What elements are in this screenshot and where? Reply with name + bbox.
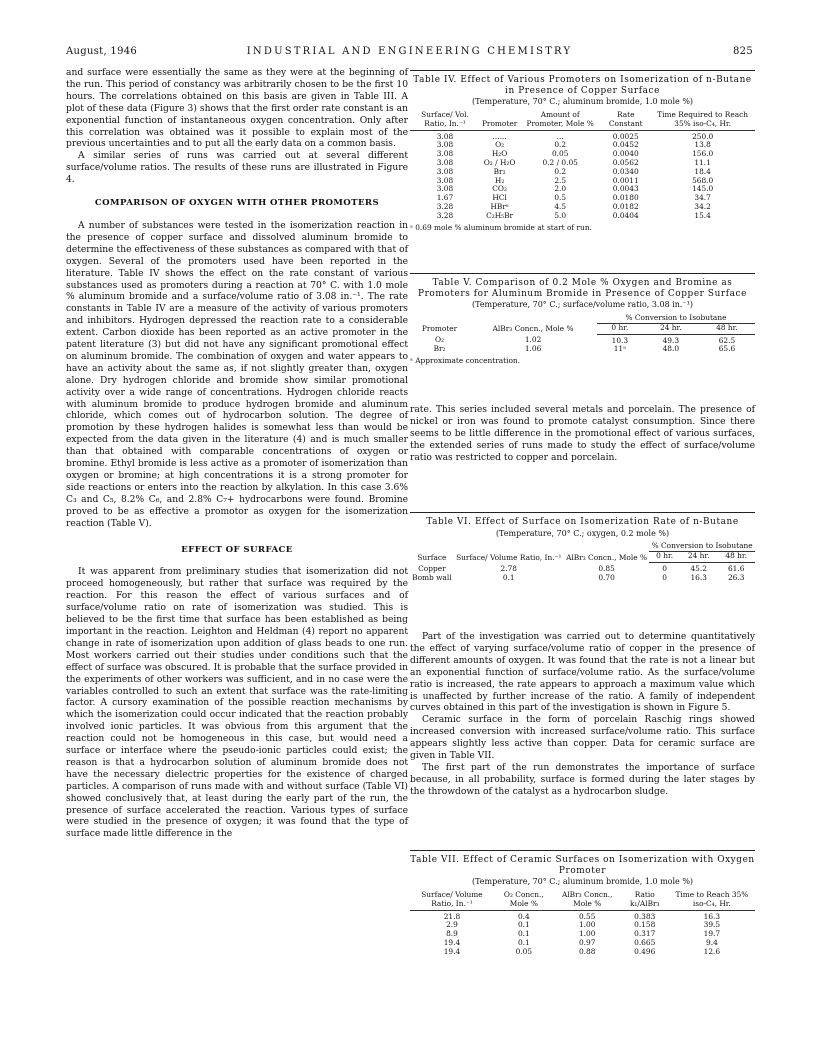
table-cell: 0.0182 [612, 201, 639, 211]
table-cell: 0.88 [578, 946, 596, 956]
table-cell: H₂O [491, 149, 508, 159]
table-cell: 0.5 [554, 193, 567, 203]
table-cell: 2.0 [554, 184, 567, 194]
table-row [410, 212, 755, 221]
column-header: 0 hr. [597, 323, 643, 334]
table-cell: 1.00 [578, 929, 596, 939]
table-cell: 0.0404 [612, 210, 639, 220]
table-cell: 3.08 [436, 149, 454, 159]
column-header: Promoter [421, 324, 458, 334]
table-cell: 15.4 [694, 210, 711, 220]
table-cell: 0.0043 [612, 184, 639, 194]
journal-title: INDUSTRIAL AND ENGINEERING CHEMISTRY [246, 46, 573, 57]
table-cell: C₂H₅Br [486, 210, 514, 220]
table-cell: 39.5 [703, 920, 721, 930]
section-heading: COMPARISON OF OXYGEN WITH OTHER PROMOTERS [94, 198, 380, 209]
table-conditions: (Temperature, 70° C.; aluminum bromide, 1.0 mole %) [471, 97, 694, 107]
table-cell: 0.70 [598, 572, 615, 582]
table-cell: O₂ [495, 140, 505, 150]
table-cell: 0.85 [598, 563, 615, 573]
paragraph: Part of the investigation was carried out to determine quantitatively the effect of varying surface/volume ratio of copper in the presence of different amounts of oxygen. It was found that the rate is not a linear but an exponential function of surface/volume ratio. As the surface/volume ratio is increased, the rate appears to approach a maximum value which is unaffected by further increase of the ratio. A family of independent curves obtained in this part of the investigation is shown in Figure 5. [410, 632, 755, 714]
table-cell: 0.05 [551, 149, 569, 159]
table-cell: 0.2 / 0.05 [542, 157, 578, 167]
table-rule [410, 70, 755, 71]
table-cell: 11.1 [694, 157, 711, 167]
data-table [410, 314, 755, 354]
table-cell: Copper [418, 563, 446, 573]
table-cell: 16.3 [690, 572, 707, 582]
table-cell: 0.0040 [612, 149, 639, 159]
table-cell: 49.3 [662, 335, 680, 345]
table-cell: 0.05 [515, 946, 533, 956]
table-cell: 34.2 [694, 201, 711, 211]
table-cell: Br₂ [433, 344, 446, 354]
table-v [410, 273, 755, 366]
table-cell: 2.9 [446, 920, 458, 930]
table-cell: 1.06 [524, 344, 542, 354]
paragraph: It was apparent from preliminary studies that isomerization did not proceed homogeneously, but rather that surface was required by the reaction. For this reason the effect of various surfaces and of surface/volume ratio on rate of isomerization was studied. This is believed to be the first time that surface has been established as being important in the reaction. Leighton and Heldman (4) report no apparent change in rate of isomerization upon addition of glass beads to one run. Most workers carried out their studies under conditions such that the effect of surface was obscured. It is probable that the surface provided in the experiments of other workers was sufficient, and in no case were the variables controlled to such an extent that surface was the rate-limiting factor. A cursory examination of the possible reaction mechanisms by which the isomerization could occur indicated that the reaction probably involved ionic particles. It was obvious from this argument that the reaction could not be homogeneous in this case, but would need a surface or interface where the pseudo-ionic particles could exist; the reason is that a hydrocarbon solution of aluminum bromide does not have the necessary dielectric properties for the existence of charged particles. A comparison of runs made with and without surface (Table VI) showed conclusively that, at least during the early part of the run, the presence of surface accelerated the reaction. Various types of surface were studied in the presence of oxygen; it was found that the type of surface made little difference in the [66, 567, 408, 840]
table-cell: 19.7 [703, 929, 721, 939]
column-header: Surface/ Volume Ratio, In.⁻¹ [456, 552, 562, 562]
table-cell: 65.6 [718, 344, 736, 354]
column-header: Time Required to Reach 35% iso-C₄, Hr. [650, 111, 755, 130]
table-rule [410, 512, 755, 513]
column-group-header: % Conversion to Isobutane [597, 314, 755, 323]
table-cell: 0.1 [517, 929, 530, 939]
data-table [410, 891, 755, 957]
table-cell: HCl [492, 193, 507, 203]
table-cell: 3.08 [436, 140, 454, 150]
table-cell: 3.28 [436, 210, 454, 220]
table-cell: 0 [662, 572, 667, 582]
table-cell: 11ᵃ [613, 344, 626, 354]
table-cell: 8.9 [446, 929, 458, 939]
table-body [410, 562, 755, 582]
table-cell: 3.08 [436, 184, 454, 194]
table-cell: 61.6 [727, 563, 745, 573]
column-header: Surface [417, 552, 447, 562]
table-cell: 0.97 [578, 937, 596, 947]
table-iv [410, 70, 755, 232]
table-cell: 2.78 [500, 563, 517, 573]
table-cell: 0.0340 [612, 166, 639, 176]
table-vii [410, 850, 755, 957]
table-conditions: (Temperature, 70° C.; oxygen, 0.2 mole %) [495, 528, 670, 538]
table-cell: 3.28 [436, 201, 454, 211]
column-header: AlBr₃ Concn., Mole % [492, 324, 574, 334]
table-body [410, 130, 755, 220]
table-body [410, 910, 755, 956]
table-cell: 13.8 [694, 140, 711, 150]
table-cell: 10.3 [611, 335, 629, 345]
table-row [410, 948, 755, 957]
table-cell: 0.1 [502, 572, 515, 582]
paragraph: Ceramic surface in the form of porcelain Raschig rings showed increased conversion with increased surface/volume ratio. This surface appears slightly less active than copper. Data for ceramic surface are given in Table VII. [410, 715, 755, 762]
column-header: AlBr₃ Concn., Mole % [566, 552, 647, 562]
table-cell: 4.5 [554, 201, 567, 211]
page-number: 825 [733, 46, 753, 57]
table-cell: 16.3 [703, 911, 721, 921]
table-conditions: (Temperature, 70° C.; aluminum bromide, 1.0 mole %) [471, 877, 694, 887]
table-caption: Table VI. Effect of Surface on Isomerization Rate of n-Butane [426, 517, 739, 527]
table-cell: 0.158 [634, 920, 656, 930]
table-cell: CO₂ [492, 184, 507, 194]
table-row [410, 574, 755, 583]
table-footnote: ᵃ Approximate concentration. [410, 356, 521, 366]
table-cell: 0.1 [517, 920, 530, 930]
table-footnote: ᵃ 0.69 mole % aluminum bromide at start of run. [410, 222, 592, 232]
running-header [66, 46, 753, 60]
table-cell: H₂ [494, 175, 505, 185]
table-cell: 568.0 [692, 175, 714, 185]
table-cell: 0.4 [517, 911, 530, 921]
table-cell: 34.7 [694, 193, 711, 203]
table-cell: 5.0 [554, 210, 567, 220]
left-column [66, 68, 408, 841]
table-cell: 0.665 [634, 937, 656, 947]
table-cell: 1.00 [578, 920, 596, 930]
table-cell: 0.2 [554, 140, 567, 150]
column-header: Surface/ Vol. Ratio, In.⁻¹ [410, 111, 480, 130]
column-header: AlBr₃ Concn., Mole % [554, 891, 621, 910]
table-cell: 19.4 [443, 946, 461, 956]
table-rule [410, 850, 755, 851]
column-header: Promoter [480, 111, 519, 130]
column-group-header: % Conversion to Isobutane [649, 542, 755, 551]
table-cell: 145.0 [692, 184, 714, 194]
table-cell: 3.08 [436, 131, 454, 141]
issue-date: August, 1946 [66, 46, 138, 57]
table-cell: 1.02 [524, 335, 542, 345]
table-cell: 0.0025 [612, 131, 639, 141]
table-cell: ...... [492, 131, 507, 141]
paragraph: A number of substances were tested in the isomerization reaction in the presence of copper surface and dissolved aluminum bromide to determine the effectiveness of these substances as compared with that of oxygen. Several of the promoters used have been reported in the literature. Table IV shows the effect on the rate constant of various substances used as promoters during a reaction at 70° C. with 1.0 mole % aluminum bromide and a surface/volume ratio of 3.08 in.⁻¹. The rate constants in Table IV are a measure of the activity of various promoters and inhibitors. Hydrogen depressed the reaction rate to a considerable extent. Carbon dioxide has been reported as an active promoter in the patent literature (3) but did not have any significant promotional effect on aluminum bromide. The combination of oxygen and water appears to have an activity about the same as, if not slightly greater than, oxygen alone. Dry hydrogen chloride and bromide show similar promotional activity over a wide range of concentrations. Hydrogen chloride reacts with aluminum bromide to produce hydrogen bromide and aluminum chloride, which comes out of hydrocarbon solution. The degree of promotion by these hydrogen halides is somewhat less than would be expected from the data given in the literature (4) and is much smaller than that obtained with comparable concentrations of oxygen or bromine. Ethyl bromide is less active as a promoter of isomerization than oxygen or bromine; at high concentrations it is a strong promoter for side reactions or enters into the reaction by alkylation. In this case 3.6% C₃ and C₅, 8.2% C₆, and 2.8% C₇+ hydrocarbons were found. Bromine proved to be as effective a promotor as oxygen for the isomerization reaction (Table V). [66, 220, 408, 529]
table-cell: ... [556, 131, 564, 141]
table-cell: 0.0562 [612, 157, 639, 167]
paragraph: A similar series of runs was carried out at several different surface/volume ratios. The results of these runs are illustrated in Figure 4. [66, 151, 408, 186]
column-header: 0 hr. [649, 552, 680, 563]
table-caption: Table V. Comparison of 0.2 Mole % Oxygen and Bromine as Promoters for Aluminum Bromide in Presence of Copper Surface [418, 278, 747, 299]
table-cell: Br₂ [493, 166, 506, 176]
table-cell: 0.55 [578, 911, 596, 921]
paragraph: rate. This series included several metals and porcelain. The presence of nickel or iron was found to promote catalyst consumption. Since there seems to be little difference in the promotional effect of various surfaces, the extended series of runs made to study the effect of surface/volume ratio was restricted to copper and porcelain. [410, 405, 755, 463]
table-cell: 45.2 [690, 563, 707, 573]
column-header: Amount of Promoter, Mole % [519, 111, 601, 130]
table-cell: 0.0180 [612, 193, 639, 203]
table-cell: HBrᵃ [490, 201, 509, 211]
column-header: Rate Constant [601, 111, 650, 130]
table-cell: 9.4 [706, 937, 718, 947]
table-cell: 0.0452 [612, 140, 639, 150]
table-cell: 0.317 [634, 929, 656, 939]
table-cell: 12.6 [703, 946, 721, 956]
table-cell: 0.383 [634, 911, 656, 921]
data-table [410, 111, 755, 221]
table-body [410, 334, 755, 354]
column-header: 24 hr. [680, 552, 718, 563]
table-cell: 156.0 [692, 149, 714, 159]
table-caption: Table IV. Effect of Various Promoters on Isomerization of n-Butane in Presence of Copper Surface [413, 75, 752, 96]
paragraph: The first part of the run demonstrates the importance of surface because, in all probability, surface is formed during the later stages by the throwdown of the catalyst as a hydrocarbon sludge. [410, 762, 755, 797]
table-row [410, 345, 755, 354]
table-cell: 2.5 [554, 175, 567, 185]
table-cell: 19.4 [443, 937, 461, 947]
table-cell: 0.1 [517, 937, 530, 947]
paragraph: and surface were essentially the same as they were at the beginning of the run. This period of constancy was arbitrarily chosen to be the first 10 hours. The correlations obtained on this basis are given in Table III. A plot of these data (Figure 3) shows that the first order rate constant is an exponential function of instantaneous oxygen concentration. Only after this correlation was obtained was it possible to explain most of the previous uncertainties and to put all the early data on a common basis. [66, 68, 408, 150]
table-cell: 250.0 [692, 131, 714, 141]
column-header: Time to Reach 35% iso-C₄, Hr. [669, 891, 755, 910]
table-cell: O₂ [435, 335, 445, 345]
table-cell: 3.08 [436, 157, 454, 167]
table-vi [410, 512, 755, 583]
table-conditions: (Temperature, 70° C.; surface/volume ratio, 3.08 in.⁻¹) [471, 300, 694, 310]
table-cell: 21.8 [443, 911, 461, 921]
table-cell: O₂ / H₂O [483, 157, 516, 167]
table-cell: 62.5 [718, 335, 736, 345]
column-header: O₂ Concn., Mole % [494, 891, 554, 910]
table-cell: 3.08 [436, 166, 454, 176]
table-rule [410, 273, 755, 274]
table-cell: Bomb wall [412, 572, 452, 582]
column-header: Ratio k₁/AlBr₃ [621, 891, 669, 910]
table-caption: Table VII. Effect of Ceramic Surfaces on Isomerization with Oxygen Promoter [410, 855, 755, 876]
table-cell: 18.4 [694, 166, 711, 176]
table-cell: 0.0011 [612, 175, 639, 185]
table-cell: 26.3 [727, 572, 745, 582]
right-column-text-1 [410, 405, 755, 465]
right-column-text-2 [410, 632, 755, 799]
table-cell: 3.08 [436, 175, 454, 185]
table-cell: 0.496 [634, 946, 656, 956]
table-cell: 0 [662, 563, 667, 573]
column-header: 48 hr. [699, 323, 755, 334]
table-cell: 0.2 [554, 166, 567, 176]
table-cell: 1.67 [436, 193, 454, 203]
column-header: 24 hr. [643, 323, 699, 334]
column-header: Surface/ Volume Ratio, In.⁻¹ [410, 891, 494, 910]
data-table [410, 542, 755, 582]
section-heading: EFFECT OF SURFACE [181, 544, 293, 555]
table-row [410, 334, 755, 345]
table-cell: 48.0 [662, 344, 680, 354]
column-header: 48 hr. [717, 552, 755, 563]
